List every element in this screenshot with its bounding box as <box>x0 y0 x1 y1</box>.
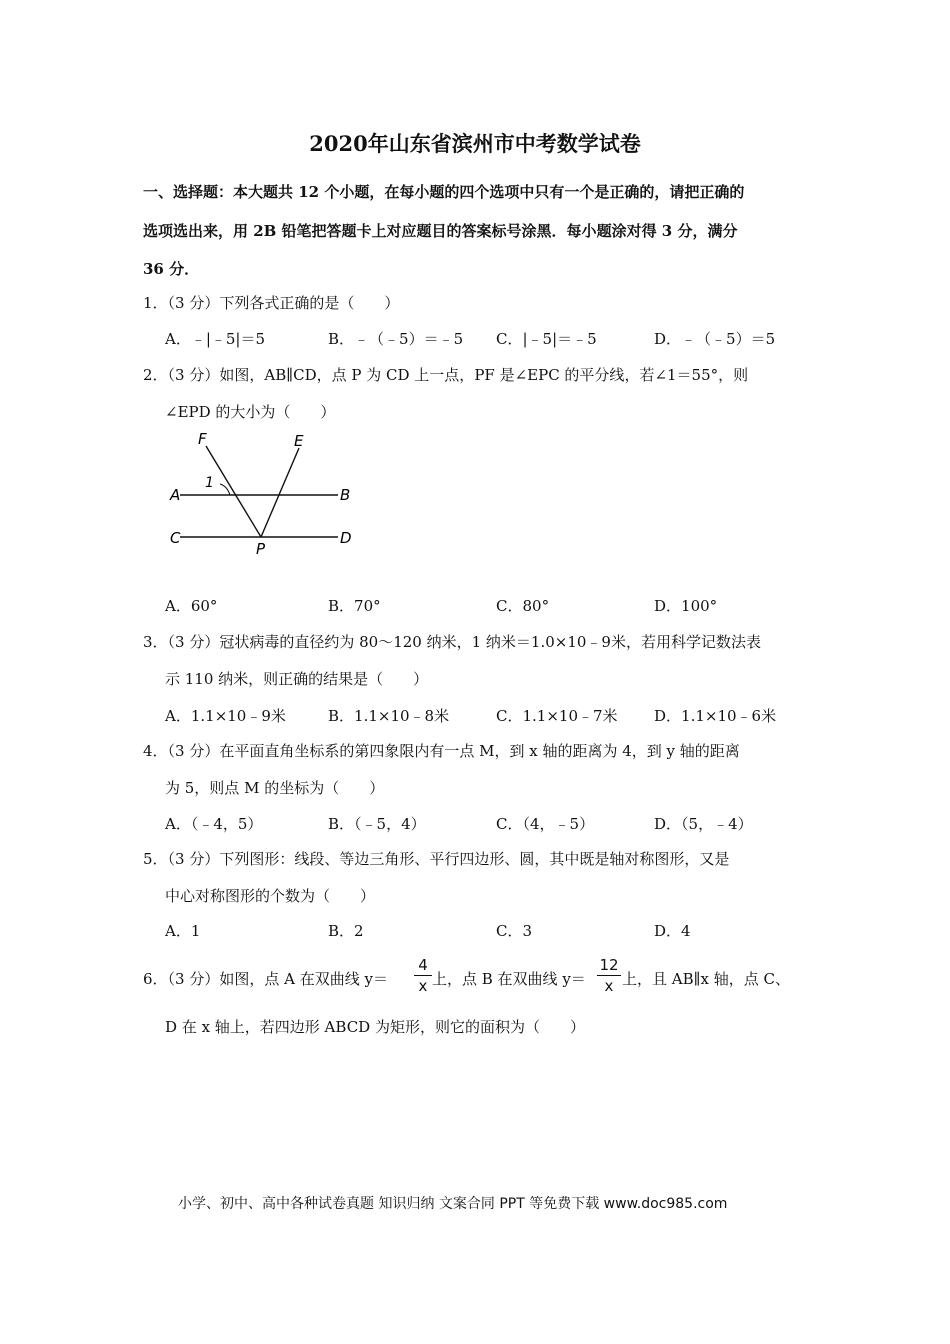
fraction-2-numerator: 12 <box>599 956 619 974</box>
label-a: A <box>170 486 181 504</box>
question-2-option-d: D．100° <box>654 597 718 615</box>
section-instructions-line1: 一、选择题：本大题共 12 个小题，在每小题的四个选项中只有一个是正确的，请把正确的 <box>143 183 745 201</box>
ray-pe <box>261 448 299 537</box>
question-4-option-a: A．（﹣4，5） <box>165 815 263 833</box>
question-3-option-c: C．1.1×10﹣7米 <box>496 707 618 725</box>
question-2-stem-line2: ∠EPD 的大小为（ ） <box>165 403 336 421</box>
label-f: F <box>198 430 207 448</box>
section-instructions-line2: 选项选出来，用 2B 铅笔把答题卡上对应题目的答案标号涂黑．每小题涂对得 3 分，满分 <box>143 222 738 240</box>
question-3-option-b: B．1.1×10﹣8米 <box>328 707 450 725</box>
question-4-option-c: C．（4，﹣5） <box>496 815 595 833</box>
question-2-option-b: B．70° <box>328 597 381 615</box>
label-angle-1: 1 <box>205 475 214 491</box>
question-6-stem-line2: D 在 x 轴上，若四边形 ABCD 为矩形，则它的面积为（ ） <box>165 1018 585 1036</box>
question-1-option-b: B．﹣（﹣5）＝﹣5 <box>328 330 464 348</box>
question-3-stem-line2: 示 110 纳米，则正确的结果是（ ） <box>165 670 429 688</box>
question-1-option-c: C．|﹣5|＝﹣5 <box>496 330 597 348</box>
question-4-stem-line1: 4．（3 分）在平面直角坐标系的第四象限内有一点 M，到 x 轴的距离为 4，到 y 轴的距离 <box>143 742 740 760</box>
question-3-option-d: D．1.1×10﹣6米 <box>654 707 777 725</box>
page-footer: 小学、初中、高中各种试卷真题 知识归纳 文案合同 PPT 等免费下载 www.doc985.com <box>178 1196 728 1212</box>
question-1-option-d: D．﹣（﹣5）＝5 <box>654 330 776 348</box>
question-5-option-a: A．1 <box>165 922 201 940</box>
question-5-option-d: D．4 <box>654 922 691 940</box>
question-5-option-b: B．2 <box>328 922 364 940</box>
question-4-option-d: D．（5，﹣4） <box>654 815 753 833</box>
question-1-stem: 1．（3 分）下列各式正确的是（ ） <box>143 294 400 312</box>
angle-1-arc <box>220 484 230 495</box>
label-c: C <box>170 529 181 547</box>
question-4-option-b: B．（﹣5，4） <box>328 815 426 833</box>
label-b: B <box>340 486 351 504</box>
question-5-option-c: C．3 <box>496 922 533 940</box>
question-1-option-a: A．﹣|﹣5|＝5 <box>165 330 266 348</box>
question-6-fraction-2 <box>597 956 621 995</box>
question-6-stem-part-a: 6．（3 分）如图，点 A 在双曲线 y＝ <box>143 970 388 988</box>
question-2-option-c: C．80° <box>496 597 550 615</box>
label-p: P <box>256 540 266 558</box>
question-3-option-a: A．1.1×10﹣9米 <box>165 707 286 725</box>
question-5-stem-line2: 中心对称图形的个数为（ ） <box>165 887 376 905</box>
page-title: 2020年山东省滨州市中考数学试卷 <box>309 131 641 156</box>
question-5-stem-line1: 5．（3 分）下列图形：线段、等边三角形、平行四边形、圆，其中既是轴对称图形，又是 <box>143 850 730 868</box>
section-instructions-line3: 36 分． <box>143 260 200 278</box>
question-3-stem-line1: 3．（3 分）冠状病毒的直径约为 80～120 纳米，1 纳米＝1.0×10﹣9米，若用科学记数法表 <box>143 633 761 651</box>
fraction-1-numerator: 4 <box>418 956 428 974</box>
fraction-2-bar <box>597 975 621 976</box>
question-6-stem-part-c: 上，且 AB∥x 轴，点 C、 <box>622 970 791 988</box>
label-d: D <box>340 529 352 547</box>
fraction-2-denominator: x <box>604 977 614 995</box>
question-4-stem-line2: 为 5，则点 M 的坐标为（ ） <box>165 779 385 797</box>
question-6-fraction-1 <box>414 956 432 995</box>
question-2-stem-line1: 2．（3 分）如图，AB∥CD，点 P 为 CD 上一点，PF 是∠EPC 的平分线，若∠1＝55°，则 <box>143 366 749 384</box>
fraction-1-denominator: x <box>418 977 428 995</box>
ray-pf <box>206 446 261 537</box>
question-2-figure <box>160 428 370 563</box>
question-6-stem-part-b: 上，点 B 在双曲线 y＝ <box>432 970 586 988</box>
question-2-option-a: A．60° <box>165 597 218 615</box>
label-e: E <box>294 432 304 450</box>
fraction-1-bar <box>414 975 432 976</box>
